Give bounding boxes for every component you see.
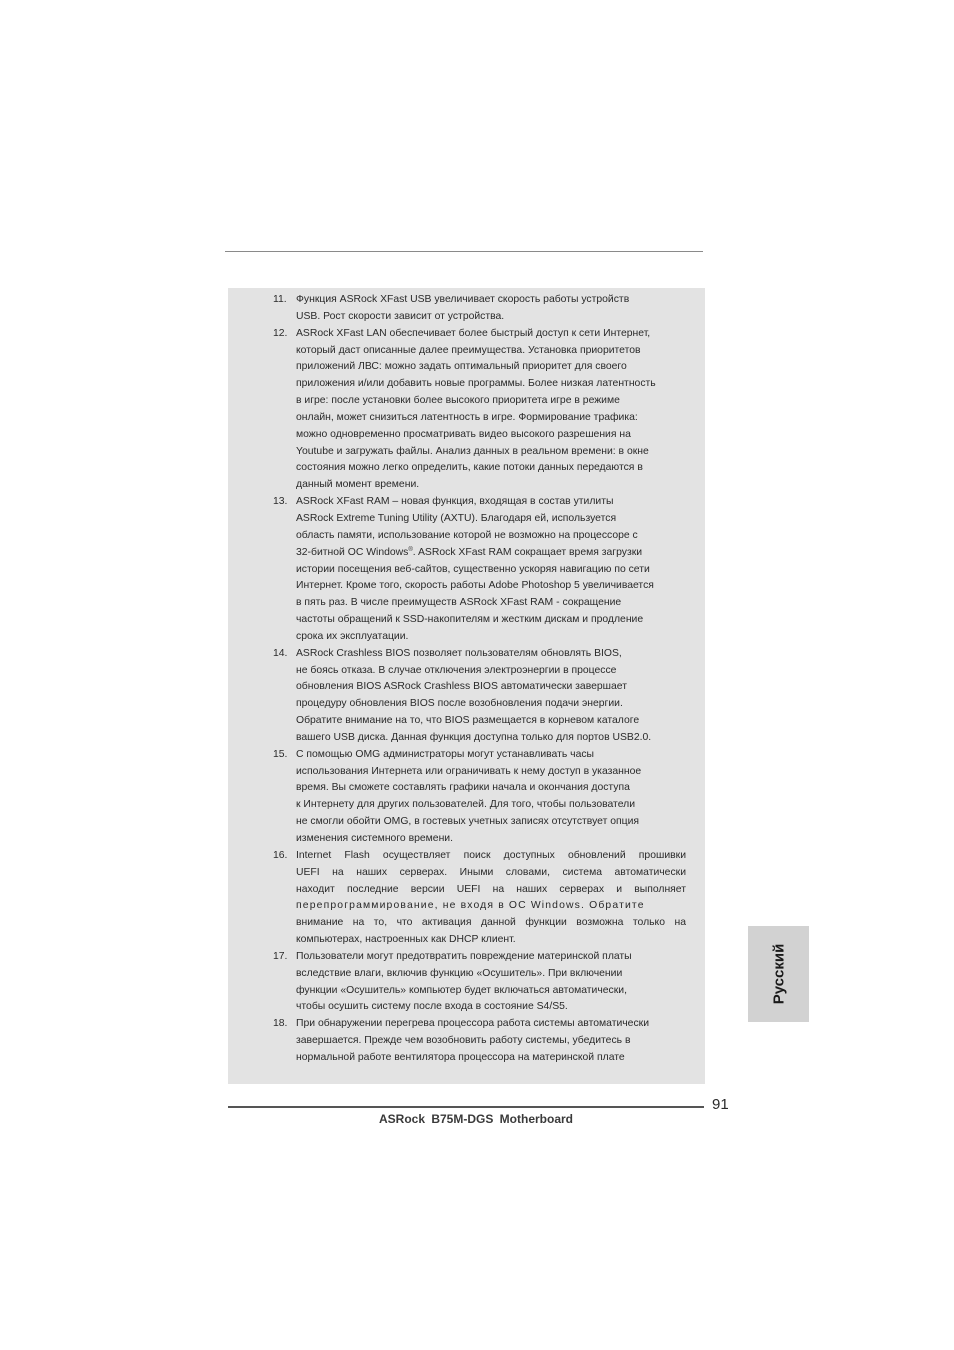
language-tab [748, 926, 809, 1022]
list-item-text-line: нормальной работе вентилятора процессора на материнской плате [296, 1051, 625, 1063]
language-tab-label: Русский [770, 943, 787, 1005]
list-item-text-line: USB. Рост скорости зависит от устройства. [296, 310, 505, 322]
list-item-text-line: При обнаружении перегрева процессора работа системы автоматически [296, 1018, 649, 1030]
list-item-text-line: функции «Осушитель» компьютер будет включаться автоматически, [296, 984, 627, 996]
list-item-text-line: который даст описанные далее преимущества. Установка приоритетов [296, 344, 641, 356]
list-item-text-line: частоты обращений к SSD-накопителям и жестким дискам и продление [296, 614, 644, 626]
list-item-text-line: Функция ASRock XFast USB увеличивает скорость работы устройств [296, 294, 630, 305]
list-item-text-line: область памяти, использование которой не возможно на процессоре с [296, 529, 638, 541]
page-number: 91 [712, 1096, 729, 1113]
list-item-15 [228, 747, 705, 848]
header-divider [225, 251, 703, 252]
list-item-text-line: приложения и/или добавить новые программы. Более низкая латентность [296, 378, 656, 390]
list-item-text-line: вашего USB диска. Данная функция доступна только для портов USB2.0. [296, 731, 652, 743]
list-item-text-line: завершается. Прежде чем возобновить работу системы, убедитесь в [296, 1035, 631, 1047]
list-item-text-line [296, 545, 686, 562]
list-item-text-line: С помощью OMG администраторы могут устанавливать часы [296, 748, 595, 760]
list-item-text-line: срока их эксплуатации. [296, 630, 409, 642]
list-item-number: 15. [273, 748, 288, 760]
list-item-text-line: использования Интернета или ограничивать к нему доступ в указанное [296, 765, 642, 777]
feature-list-panel [228, 288, 705, 1084]
list-item-text-line: ASRock XFast LAN обеспечивает более быстрый доступ к сети Интернет, [296, 327, 651, 339]
list-item-number: 18. [273, 1018, 288, 1030]
list-item-number: 13. [273, 496, 288, 508]
list-item-number: 11. [273, 294, 287, 305]
list-item-16 [228, 848, 705, 949]
list-item-text-line: в игре: после установки более высокого приоритета игре в режиме [296, 395, 620, 407]
registered-mark: ® [408, 546, 413, 553]
list-item-text-line: к Интернету для других пользователей. Для того, чтобы пользователи [296, 799, 635, 811]
list-item-18 [228, 1016, 705, 1067]
list-item-text-line: время. Вы сможете составлять графики начала и окончания доступа [296, 782, 630, 794]
list-item-text-line: Youtube и загружать файлы. Анализ данных в реальном времени: в окне [296, 445, 649, 457]
footer-divider [228, 1106, 704, 1108]
list-item-text-line: UEFI на наших серверах. Иными словами, система автоматически [296, 866, 686, 878]
list-item-number: 16. [273, 849, 288, 861]
list-item-14 [228, 646, 705, 747]
list-item-text-line: не смогли обойти OMG, в гостевых учетных записях отсутствует опция [296, 816, 640, 828]
list-item-number: 12. [273, 327, 288, 339]
list-item-text-line: перепрограммирование, не входя в ОС Windows. Обратите [296, 900, 645, 912]
list-item-text-line: онлайн, может снизиться латентность в игре. Формирование трафика: [296, 411, 638, 423]
list-item-number: 17. [273, 950, 288, 962]
list-item-text-line: обновления BIOS ASRock Crashless BIOS автоматически завершает [296, 681, 627, 693]
footer-title: ASRock B75M-DGS Motherboard [378, 1112, 574, 1126]
list-item-text-line: находит последние версии UEFI на наших серверах и выполняет [296, 883, 686, 895]
list-item-text-line: не боясь отказа. В случае отключения электроэнергии в процессе [296, 664, 617, 676]
list-item-text-line: в пять раз. В числе преимуществ ASRock XFast RAM - сокращение [296, 597, 622, 609]
list-item-text-line: Internet Flash осуществляет поиск доступных обновлений прошивки [296, 849, 686, 861]
list-item-text-line: процедуру обновления BIOS после возобновления подачи энергии. [296, 698, 623, 710]
list-item-11 [228, 292, 705, 326]
list-item-text-line: можно одновременно просматривать видео высокого разрешения на [296, 428, 631, 440]
list-item-text-line: приложений ЛВС: можно задать оптимальный приоритет для своего [296, 361, 627, 373]
list-item-text-line: компьютерах, настроенных как DHCP клиент. [296, 934, 516, 946]
windows-text: 32-битной ОС Windows [296, 546, 409, 558]
list-item-text-line: вследствие влаги, включив функцию «Осушитель». При включении [296, 967, 623, 979]
list-item-text-line: изменения системного времени. [296, 833, 453, 844]
list-item-text-line: данный момент времени. [296, 479, 420, 491]
list-item-text-line: ASRock Crashless BIOS позволяет пользователям обновлять BIOS, [296, 647, 622, 659]
list-item-number: 14. [273, 647, 288, 659]
list-item-text-line: внимание на то, что активация данной функции возможна только на [296, 917, 686, 929]
list-item-text-line: ASRock Extreme Tuning Utility (AXTU). Благодаря ей, используется [296, 512, 617, 524]
list-item-text-line: Пользователи могут предотвратить повреждение материнской платы [296, 950, 632, 962]
list-item-text-line: состояния можно легко определить, какие потоки данных передаются в [296, 462, 643, 474]
list-item-12 [228, 326, 705, 494]
list-item-text-line: Интернет. Кроме того, скорость работы Adobe Photoshop 5 увеличивается [296, 580, 654, 592]
list-item-text-line: Обратите внимание на то, что BIOS размещается в корневом каталоге [296, 715, 640, 727]
list-item-17 [228, 949, 705, 1016]
list-item-text-line: ASRock XFast RAM – новая функция, входящая в состав утилиты [296, 496, 614, 508]
windows-text-rest: . ASRock XFast RAM сокращает время загрузки [412, 546, 643, 558]
feature-list [228, 292, 705, 1067]
list-item-text-line: чтобы осушить систему после входа в состояние S4/S5. [296, 1001, 568, 1013]
list-item-13 [228, 494, 705, 646]
list-item-text-line: истории посещения веб-сайтов, существенно ускоряя навигацию по сети [296, 563, 650, 575]
